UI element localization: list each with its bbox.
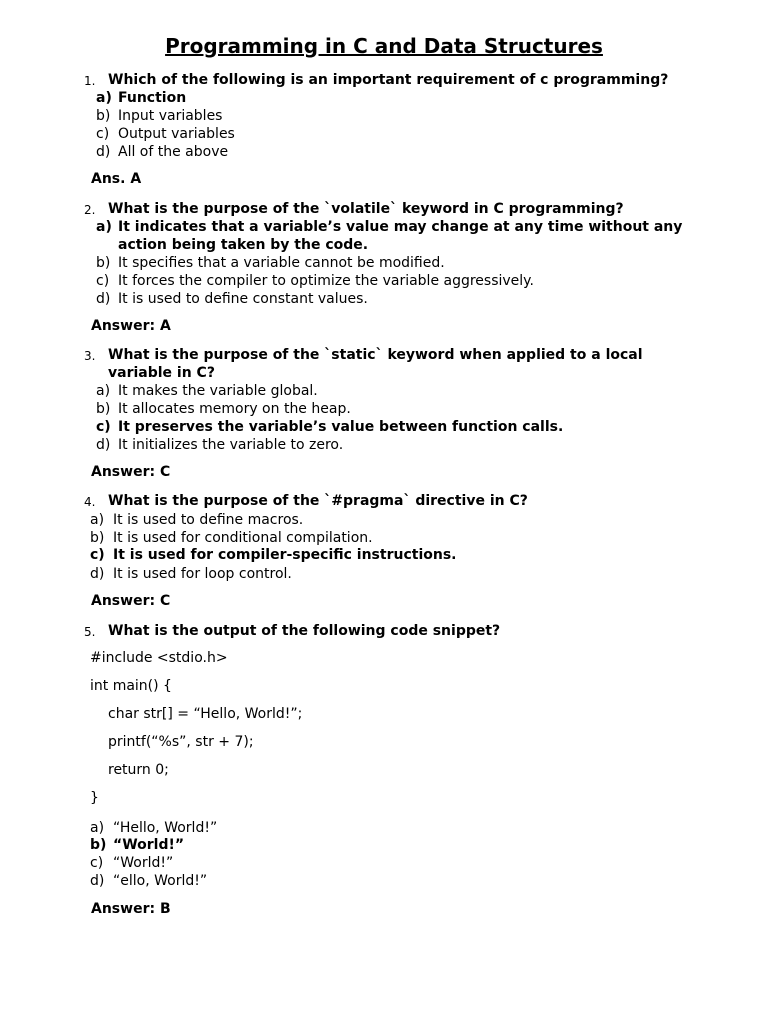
option-a: a) It makes the variable global. [96,383,318,399]
answer: Answer: A [91,318,171,334]
code-line: } [90,790,99,806]
code-line: return 0; [108,762,169,778]
question-text: What is the purpose of the `volatile` keyword in C programming? [108,201,624,217]
option-b: b) It is used for conditional compilation. [90,530,373,546]
code-line: printf(“%s”, str + 7); [108,734,254,750]
answer: Ans. A [91,171,142,187]
code-line: #include <stdio.h> [90,650,228,666]
option-a: a) It is used to define macros. [90,512,304,528]
option-b: b) “World!” [90,837,185,853]
answer: Answer: B [91,901,171,917]
option-d: d) “ello, World!” [90,873,208,889]
question-number: 4. [84,495,96,509]
option-a: a) Function [96,90,187,106]
question-number: 1. [84,74,96,88]
option-c: c) It forces the compiler to optimize the variable aggressively. [96,273,534,289]
option-c: c) Output variables [96,126,235,142]
code-line: int main() { [90,678,172,694]
option-c: c) It is used for compiler-specific instructions. [90,547,457,563]
question-number: 5. [84,625,96,639]
question-text: What is the purpose of the `static` keyword when applied to a local [108,347,643,363]
question-text: Which of the following is an important requirement of c programming? [108,72,669,88]
option-b: b) Input variables [96,108,223,124]
option-b: b) It specifies that a variable cannot be modified. [96,255,445,271]
question-text-continued: variable in C? [108,365,215,381]
option-a: a) “Hello, World!” [90,820,218,836]
option-c: c) It preserves the variable’s value between function calls. [96,419,564,435]
option-a: a) It indicates that a variable’s value may change at any time without any [96,219,683,235]
answer: Answer: C [91,464,171,480]
question-number: 3. [84,349,96,363]
option-d: d) All of the above [96,144,229,160]
option-d: d) It initializes the variable to zero. [96,437,344,453]
answer: Answer: C [91,593,171,609]
question-text: What is the output of the following code snippet? [108,623,501,639]
option-b: b) It allocates memory on the heap. [96,401,351,417]
page-title: Programming in C and Data Structures [165,34,603,58]
option-c: c) “World!” [90,855,174,871]
option-a-continued: action being taken by the code. [118,237,369,253]
code-line: char str[] = “Hello, World!”; [108,706,303,722]
question-number: 2. [84,203,96,217]
option-d: d) It is used for loop control. [90,566,292,582]
question-text: What is the purpose of the `#pragma` directive in C? [108,493,528,509]
option-d: d) It is used to define constant values. [96,291,368,307]
